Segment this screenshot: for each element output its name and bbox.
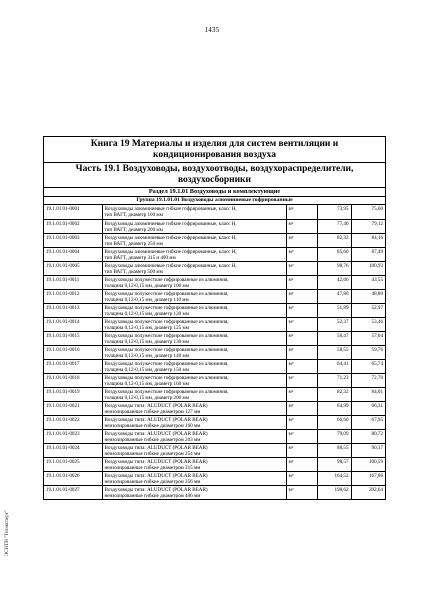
item-price-1: 66,60 [317, 415, 351, 429]
item-price-2: 52,97 [351, 303, 385, 317]
unit-label: м [288, 346, 292, 353]
item-unit [286, 443, 317, 457]
item-unit [286, 275, 317, 289]
group-title: Группа 19.1.01.01 Воздуховоды алюминиевые гофрированные [44, 197, 385, 205]
item-unit [286, 471, 317, 485]
item-code: 19.1.01.01-0002 [44, 219, 102, 233]
item-name-line2: тип ВАГТ, диаметр 315 и 400 мм [104, 254, 176, 261]
unit-label: м [288, 416, 292, 423]
item-name-line1: Воздуховоды алюминиевые гибкие гофрированные, класс Н, [104, 262, 237, 269]
item-code: 19.1.01.01-0011 [44, 275, 102, 289]
item-price-2: 100,59 [351, 457, 385, 471]
item-unit [286, 261, 317, 275]
table-row [44, 331, 385, 345]
table-row [44, 247, 385, 261]
item-name [102, 345, 286, 359]
item-code: 19.1.01.01-0005 [44, 261, 102, 275]
item-price-2: 59,76 [351, 345, 385, 359]
table-row [44, 289, 385, 303]
item-name [102, 289, 286, 303]
item-name-line1: Воздуховоды типа: ALUDUCT (POLAR BEAR) [104, 444, 208, 451]
item-name [102, 233, 286, 247]
book-title-line2: кондиционирования воздуха [152, 150, 277, 160]
item-price-2: 57,64 [351, 331, 385, 345]
item-code: 19.1.01.01-0015 [44, 331, 102, 345]
table-row [44, 359, 385, 373]
item-unit [286, 289, 317, 303]
unit-power: 2 [291, 458, 294, 463]
item-unit [286, 247, 317, 261]
item-unit [286, 331, 317, 345]
item-price-1: 79,09 [317, 429, 351, 443]
item-name [102, 401, 286, 415]
item-price-1: 98,57 [317, 457, 351, 471]
item-unit [286, 317, 317, 331]
item-name [102, 247, 286, 261]
unit-power: 2 [291, 374, 294, 379]
item-code: 19.1.01.01-0024 [44, 443, 102, 457]
item-name-line2: толщина 0,12-0,15 мм, диаметр 160 мм [104, 380, 189, 387]
item-unit [286, 429, 317, 443]
item-name-line2: неизолированные гибкие диаметром 254 мм [104, 450, 201, 457]
item-name-line2: неизолированные гибкие диаметром 127 мм [104, 408, 201, 415]
item-code: 19.1.01.01-0017 [44, 359, 102, 373]
item-name-line2: толщина 0,12-0,15 мм, диаметр 125 мм [104, 324, 189, 331]
item-code: 19.1.01.01-0012 [44, 289, 102, 303]
table-row [44, 485, 385, 499]
item-price-1: 82,32 [317, 387, 351, 401]
table-row [44, 429, 385, 443]
item-price-1: 85,60 [317, 247, 351, 261]
table-row [44, 275, 385, 289]
item-name-line2: толщина 0,12-0,15 мм, диаметр 150 мм [104, 366, 189, 373]
unit-power: 2 [291, 346, 294, 351]
item-code: 19.1.01.01-0014 [44, 317, 102, 331]
item-price-1: 73,95 [317, 205, 351, 219]
item-name-line1: Воздуховоды типа: ALUDUCT (POLAR BEAR) [104, 472, 208, 479]
unit-label: м [288, 318, 292, 325]
table-row [44, 345, 385, 359]
item-price-1: 42,66 [317, 275, 351, 289]
item-name-line2: толщина 0,12-0,15 мм, диаметр 100 мм [104, 282, 189, 289]
part-title-line2: воздухосборники [177, 175, 252, 185]
item-price-1: 71,23 [317, 373, 351, 387]
item-price-1: 47,80 [317, 289, 351, 303]
item-name-line1: Воздуховоды типа: ALUDUCT (POLAR BEAR) [104, 402, 208, 409]
item-name-line2: тип ВАГТ, диаметр 250 мм [104, 240, 163, 247]
item-name [102, 443, 286, 457]
part-title-line1: Часть 19.1 Воздуховоды, воздухоотводы, воздухораспределители, [75, 164, 354, 174]
unit-label: м [288, 472, 292, 479]
item-price-2: 84,16 [351, 233, 385, 247]
item-name-line1: Воздуховоды полужесткие гофрированные из алюминия, [104, 318, 229, 325]
table-row [44, 219, 385, 233]
unit-power: 2 [291, 388, 294, 393]
table-row [44, 317, 385, 331]
item-unit [286, 373, 317, 387]
item-name [102, 373, 286, 387]
item-price-2: 48,80 [351, 289, 385, 303]
item-name-line1: Воздуховоды полужесткие гофрированные из алюминия, [104, 360, 229, 367]
item-price-2: 65,74 [351, 359, 385, 373]
item-name [102, 275, 286, 289]
part-title [44, 163, 385, 188]
item-unit [286, 485, 317, 499]
item-name-line2: неизолированные гибкие диаметром 406 мм [104, 492, 201, 499]
item-code: 19.1.01.01-0004 [44, 247, 102, 261]
item-price-1: 164,52 [317, 471, 351, 485]
item-unit [286, 303, 317, 317]
item-price-2: 167,86 [351, 471, 385, 485]
book-title-line1: Книга 19 Материалы и изделия для систем вентиляции и [90, 139, 339, 149]
item-price-2: 87,49 [351, 247, 385, 261]
item-price-1: 52,37 [317, 317, 351, 331]
price-sheet [43, 136, 386, 500]
item-price-2: 202,64 [351, 485, 385, 499]
item-price-2: 72,70 [351, 373, 385, 387]
unit-label: м [288, 388, 292, 395]
item-price-1: 64,99 [317, 401, 351, 415]
item-price-1: 88,55 [317, 443, 351, 457]
item-code: 19.1.01.01-0025 [44, 457, 102, 471]
item-unit [286, 401, 317, 415]
item-name-line2: тип ВАГТ, диаметр 200 мм [104, 226, 163, 233]
unit-label: м [288, 220, 292, 227]
unit-power: 2 [291, 444, 294, 449]
item-price-2: 90,37 [351, 443, 385, 457]
item-name-line2: тип ВАГТ, диаметр 100 мм [104, 212, 163, 218]
item-name-line1: Воздуховоды типа: ALUDUCT (POLAR BEAR) [104, 430, 208, 437]
item-price-2: 79,12 [351, 219, 385, 233]
table-row [44, 205, 385, 219]
item-unit [286, 219, 317, 233]
unit-power: 2 [291, 276, 294, 281]
item-price-1: 64,41 [317, 359, 351, 373]
item-price-2: 80,72 [351, 429, 385, 443]
unit-power: 2 [291, 332, 294, 337]
unit-label: м [288, 206, 292, 212]
table-row [44, 415, 385, 429]
item-name-line1: Воздуховоды полужесткие гофрированные из алюминия, [104, 374, 229, 381]
item-name-line1: Воздуховоды полужесткие гофрированные из алюминия, [104, 276, 229, 283]
unit-label: м [288, 332, 292, 339]
item-name-line2: неизолированные гибкие диаметром 315 мм [104, 464, 201, 471]
unit-label: м [288, 262, 292, 269]
unit-power: 2 [291, 220, 294, 225]
item-name [102, 485, 286, 499]
unit-power: 2 [291, 304, 294, 309]
item-name [102, 303, 286, 317]
table-row [44, 233, 385, 247]
section-title: Раздел 19.1.01 Воздуховоды и комплектующие [44, 188, 385, 197]
item-price-1: 98,76 [317, 261, 351, 275]
item-name-line1: Воздуховоды полужесткие гофрированные из алюминия, [104, 388, 229, 395]
item-code: 19.1.01.01-0021 [44, 401, 102, 415]
item-unit [286, 415, 317, 429]
item-name [102, 205, 286, 219]
unit-label: м [288, 248, 292, 255]
unit-power: 2 [291, 360, 294, 365]
table-row [44, 401, 385, 415]
item-unit [286, 457, 317, 471]
item-price-1: 77,40 [317, 219, 351, 233]
item-price-1: 58,55 [317, 345, 351, 359]
table-row [44, 261, 385, 275]
item-price-1: 198,62 [317, 485, 351, 499]
item-price-1: 51,89 [317, 303, 351, 317]
item-price-1: 56,47 [317, 331, 351, 345]
table-row [44, 373, 385, 387]
item-price-2: 67,95 [351, 415, 385, 429]
item-name-line2: толщина 0,12-0,15 мм, диаметр 130 мм [104, 338, 189, 345]
item-name-line1: Воздуховоды полужесткие гофрированные из алюминия, [104, 346, 229, 353]
item-name [102, 261, 286, 275]
item-name [102, 359, 286, 373]
unit-label: м [288, 304, 292, 311]
item-name-line2: толщина 0,12-0,15 мм, диаметр 120 мм [104, 310, 189, 317]
unit-label: м [288, 234, 292, 241]
item-unit [286, 205, 317, 219]
table-row [44, 471, 385, 485]
table-row [44, 387, 385, 401]
item-name-line2: толщина 0,12-0,15 мм, диаметр 140 мм [104, 352, 189, 359]
item-name-line2: неизолированные гибкие диаметром 203 мм [104, 436, 201, 443]
item-name-line1: Воздуховоды алюминиевые гибкие гофрированные, класс Н, [104, 206, 237, 212]
unit-power: 2 [291, 402, 294, 407]
item-unit [286, 233, 317, 247]
unit-power: 2 [291, 262, 294, 267]
unit-power: 2 [291, 416, 294, 421]
item-code: 19.1.01.01-0022 [44, 415, 102, 429]
item-name-line1: Воздуховоды типа: ALUDUCT (POLAR BEAR) [104, 416, 208, 423]
item-code: 19.1.01.01-0016 [44, 345, 102, 359]
unit-power: 2 [291, 206, 294, 210]
item-code: 19.1.01.01-0001 [44, 205, 102, 219]
item-code: 19.1.01.01-0018 [44, 373, 102, 387]
item-name-line2: толщина 0,12-0,15 мм, диаметр 200 мм [104, 394, 189, 401]
items-table [44, 205, 385, 500]
unit-label: м [288, 374, 292, 381]
item-code: 19.1.01.01-0026 [44, 471, 102, 485]
unit-label: м [288, 402, 292, 409]
item-code: 19.1.01.01-0023 [44, 429, 102, 443]
unit-label: м [288, 430, 292, 437]
item-code: 19.1.01.01-0003 [44, 233, 102, 247]
item-name-line2: неизолированные гибкие диаметром 160 мм [104, 422, 201, 429]
item-name-line2: неизолированные гибкие диаметром 356 мм [104, 478, 201, 485]
item-price-2: 43,55 [351, 275, 385, 289]
item-name-line1: Воздуховоды алюминиевые гибкие гофрированные, класс Н, [104, 248, 237, 255]
item-code: 19.1.01.01-0019 [44, 387, 102, 401]
item-price-1: 82,33 [317, 233, 351, 247]
page-number: 1435 [204, 26, 220, 34]
table-row [44, 457, 385, 471]
item-name-line2: толщина 0,12-0,15 мм, диаметр 110 мм [104, 296, 189, 303]
item-name-line1: Воздуховоды полужесткие гофрированные из алюминия, [104, 332, 229, 339]
item-name [102, 415, 286, 429]
item-name [102, 457, 286, 471]
unit-power: 2 [291, 234, 294, 239]
item-price-2: 100,93 [351, 261, 385, 275]
item-name [102, 471, 286, 485]
item-unit [286, 345, 317, 359]
item-name [102, 219, 286, 233]
unit-power: 2 [291, 486, 294, 491]
item-name [102, 317, 286, 331]
item-unit [286, 387, 317, 401]
item-price-2: 75,60 [351, 205, 385, 219]
item-name-line1: Воздуховоды алюминиевые гибкие гофрированные, класс Н, [104, 220, 237, 227]
item-code: 19.1.01.01-0027 [44, 485, 102, 499]
item-name-line1: Воздуховоды алюминиевые гибкие гофрированные, класс Н, [104, 234, 237, 241]
unit-power: 2 [291, 318, 294, 323]
item-name [102, 429, 286, 443]
item-price-2: 66,31 [351, 401, 385, 415]
item-name-line1: Воздуховоды типа: ALUDUCT (POLAR BEAR) [104, 486, 208, 493]
item-unit [286, 359, 317, 373]
item-name-line1: Воздуховоды типа: ALUDUCT (POLAR BEAR) [104, 458, 208, 465]
side-note: ЭСНТИ "Техэксперт" [5, 510, 10, 556]
item-name [102, 331, 286, 345]
unit-power: 2 [291, 430, 294, 435]
table-row [44, 443, 385, 457]
unit-label: м [288, 276, 292, 283]
item-price-2: 53,46 [351, 317, 385, 331]
item-name-line1: Воздуховоды полужесткие гофрированные из алюминия, [104, 304, 229, 311]
unit-label: м [288, 458, 292, 465]
unit-label: м [288, 444, 292, 451]
book-title [44, 137, 385, 163]
item-price-2: 84,01 [351, 387, 385, 401]
item-code: 19.1.01.01-0013 [44, 303, 102, 317]
item-name-line1: Воздуховоды полужесткие гофрированные из алюминия, [104, 290, 229, 297]
unit-power: 2 [291, 248, 294, 253]
unit-label: м [288, 486, 292, 493]
unit-label: м [288, 290, 292, 297]
item-name-line2: тип ВАГТ, диаметр 500 мм [104, 268, 163, 275]
unit-power: 2 [291, 472, 294, 477]
table-row [44, 303, 385, 317]
unit-power: 2 [291, 290, 294, 295]
item-name [102, 387, 286, 401]
unit-label: м [288, 360, 292, 367]
